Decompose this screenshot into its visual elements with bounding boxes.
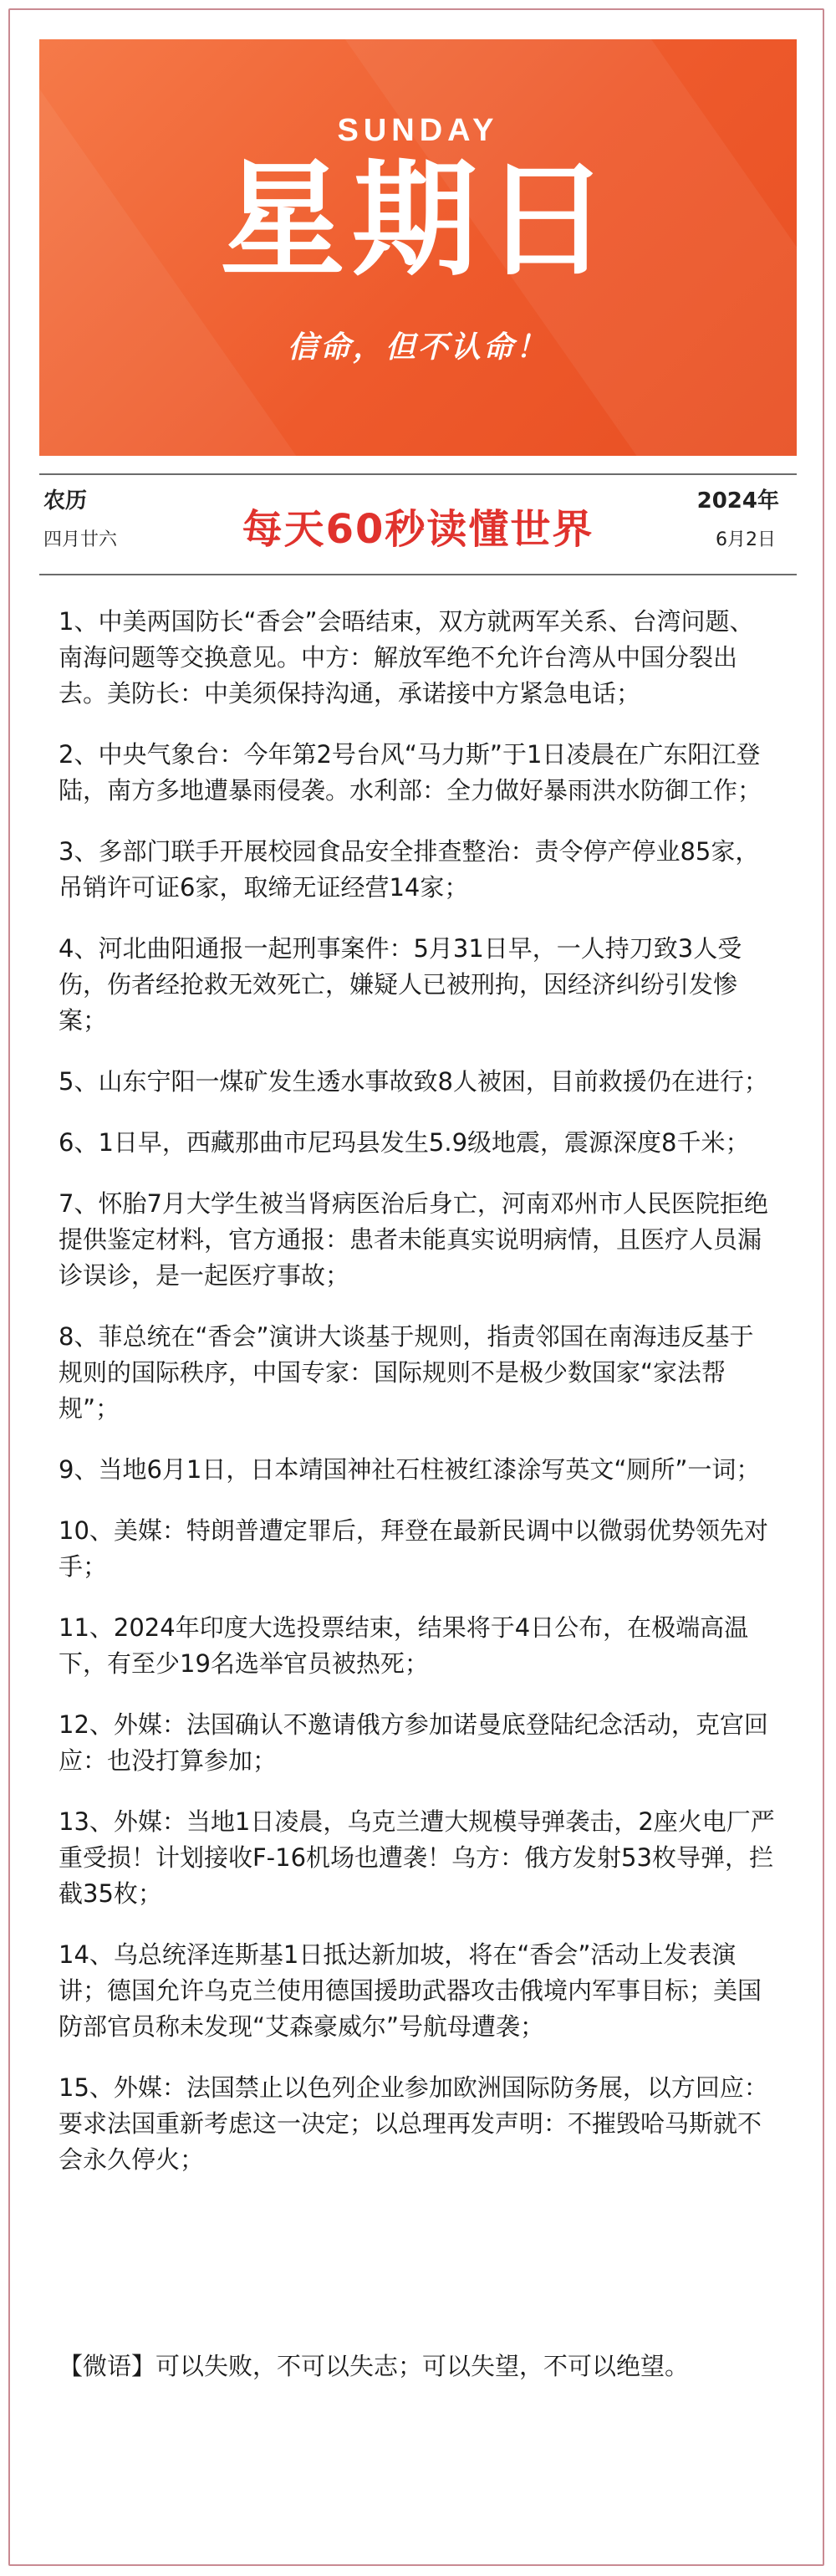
news-item: 13、外媒：当地1日凌晨，乌克兰遭大规模导弹袭击，2座火电厂严重受损！计划接收F-16机场也遭袭！乌方：俄方发射53枚导弹，拦截35枚； [59, 1807, 775, 1908]
news-item: 7、怀胎7月大学生被当肾病医治后身亡，河南邓州市人民医院拒绝提供鉴定材料，官方通报：患者未能真实说明病情，且医疗人员漏诊误诊，是一起医疗事故； [59, 1189, 768, 1290]
news-item: 4、河北曲阳通报一起刑事案件：5月31日早，一人持刀致3人受伤，伤者经抢救无效死亡，嫌疑人已被刑拘，因经济纠纷引发惨案； [59, 934, 742, 1035]
dateline-bottom-rule [39, 574, 797, 575]
lunar-date: 四月廿六 [43, 529, 118, 550]
news-item: 3、多部门联手开展校园食品安全排查整治：责令停产停业85家，吊销许可证6家，取缔无证经营14家； [59, 837, 760, 902]
dateline-top-rule [39, 473, 797, 475]
news-item: 11、2024年印度大选投票结束，结果将于4日公布，在极端高温下，有至少19名选举官员被热死； [59, 1613, 749, 1678]
news-item: 2、中央气象台：今年第2号台风“马力斯”于1日凌晨在广东阳江登陆，南方多地遭暴雨侵袭。水利部：全力做好暴雨洪水防御工作； [59, 740, 762, 805]
header-banner [39, 39, 797, 456]
news-item: 8、菲总统在“香会”演讲大谈基于规则，指责邻国在南海违反基于规则的国际秩序，中国专家：国际规则不是极少数国家“家法帮规”； [59, 1322, 754, 1423]
weekday-chinese: 星期日 [219, 148, 616, 294]
news-list [59, 604, 777, 2203]
news-item: 1、中美两国防长“香会”会晤结束，双方就两军关系、台湾问题、南海问题等交换意见。中方：解放军绝不允许台湾从中国分裂出去。美防长：中美须保持沟通，承诺接中方紧急电话； [59, 607, 754, 708]
news-item: 5、山东宁阳一煤矿发生透水事故致8人被困，目前救援仍在进行； [59, 1067, 768, 1096]
banner-slogan: 信命，但不认命！ [287, 330, 548, 365]
page-headline: 每天60秒读懂世界 [242, 506, 594, 553]
news-item: 12、外媒：法国确认不邀请俄方参加诺曼底登陆纪念活动，克宫回应：也没打算参加； [59, 1710, 768, 1775]
news-item: 6、1日早，西藏那曲市尼玛县发生5.9级地震，震源深度8千米； [59, 1128, 750, 1157]
news-item: 14、乌总统泽连斯基1日抵达新加坡，将在“香会”活动上发表演讲；德国允许乌克兰使用德国援助武器攻击俄境内军事目标；美国防部官员称未发现“艾森豪威尔”号航母遭袭； [59, 1940, 762, 2041]
daily-quote: 【微语】可以失败，不可以失志；可以失望，不可以绝望。 [59, 2352, 690, 2380]
lunar-label: 农历 [43, 488, 88, 514]
news-item: 15、外媒：法国禁止以色列企业参加欧洲国际防务展，以方回应：要求法国重新考虑这一决定；以总理再发声明：不摧毁哈马斯就不会永久停火； [59, 2073, 768, 2174]
month-day-label: 6月2日 [716, 529, 776, 550]
year-label: 2024年 [696, 488, 779, 514]
news-item: 9、当地6月1日，日本靖国神社石柱被红漆涂写英文“厕所”一词； [59, 1455, 761, 1484]
weekday-english: SUNDAY [337, 113, 499, 148]
news-item: 10、美媒：特朗普遭定罪后，拜登在最新民调中以微弱优势领先对手； [59, 1516, 768, 1581]
